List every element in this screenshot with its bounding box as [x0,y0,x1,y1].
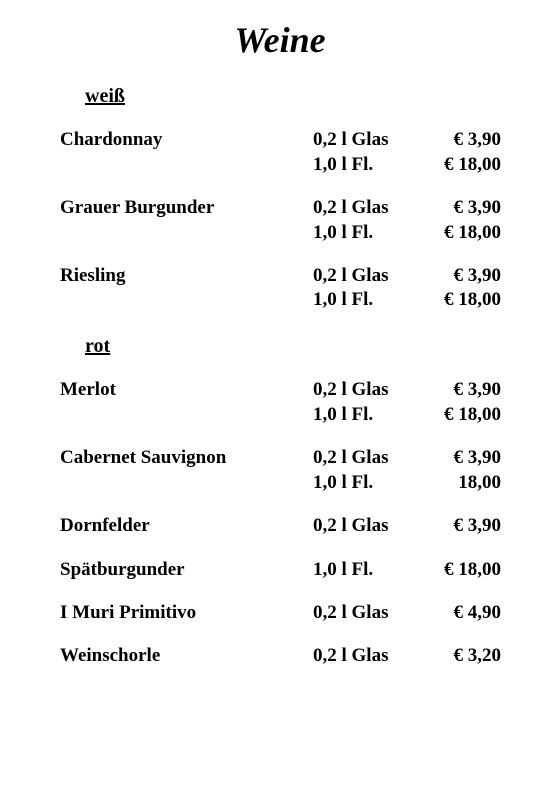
serving-size: 0,2 l Glas [313,515,389,536]
wine-row-chardonnay-bottle [0,153,560,177]
wine-row-riesling-bottle [0,288,560,312]
wine-row-cabernet-sauvignon-glass [0,446,560,470]
price: 18,00 [458,472,501,493]
price: € 4,90 [453,602,501,623]
price: € 3,90 [453,515,501,536]
wine-name: Dornfelder [60,515,150,536]
serving-size: 0,2 l Glas [313,645,389,666]
price: € 3,90 [453,379,501,400]
wine-row-grauer-burgunder-glass [0,196,560,220]
serving-size: 1,0 l Fl. [313,472,374,493]
wine-name: Cabernet Sauvignon [60,447,227,468]
serving-size: 0,2 l Glas [313,379,389,400]
wine-name: Grauer Burgunder [60,197,215,218]
serving-size: 0,2 l Glas [313,265,389,286]
serving-size: 1,0 l Fl. [313,404,374,425]
section-heading-red: rot [85,335,111,357]
serving-size: 0,2 l Glas [313,447,389,468]
serving-size: 1,0 l Fl. [313,559,374,580]
serving-size: 0,2 l Glas [313,197,389,218]
wine-row-merlot-bottle [0,403,560,427]
price: € 3,90 [453,447,501,468]
serving-size: 0,2 l Glas [313,602,389,623]
price: € 3,90 [453,265,501,286]
wine-row-riesling-glass [0,264,560,288]
wine-name: Spätburgunder [60,559,185,580]
price: € 18,00 [444,404,501,425]
wine-name: I Muri Primitivo [60,602,197,623]
wine-row-spaetburgunder-bottle [0,558,560,582]
wine-name: Chardonnay [60,129,163,150]
wine-name: Riesling [60,265,126,286]
price: € 18,00 [444,154,501,175]
wine-row-weinschorle-glass [0,644,560,668]
price: € 18,00 [444,222,501,243]
wine-row-cabernet-sauvignon-bottle [0,471,560,495]
serving-size: 0,2 l Glas [313,129,389,150]
price: € 18,00 [444,289,501,310]
serving-size: 1,0 l Fl. [313,289,374,310]
wine-row-chardonnay-glass [0,128,560,152]
price: € 3,20 [453,645,501,666]
serving-size: 1,0 l Fl. [313,222,374,243]
serving-size: 1,0 l Fl. [313,154,374,175]
wine-row-dornfelder-glass [0,514,560,538]
section-heading-white: weiß [85,85,125,107]
price: € 3,90 [453,197,501,218]
price: € 18,00 [444,559,501,580]
wine-row-i-muri-primitivo-glass [0,601,560,625]
wine-name: Weinschorle [60,645,161,666]
wine-name: Merlot [60,379,116,400]
price: € 3,90 [453,129,501,150]
wine-row-grauer-burgunder-bottle [0,221,560,245]
menu-title: Weine [234,20,326,60]
wine-row-merlot-glass [0,378,560,402]
